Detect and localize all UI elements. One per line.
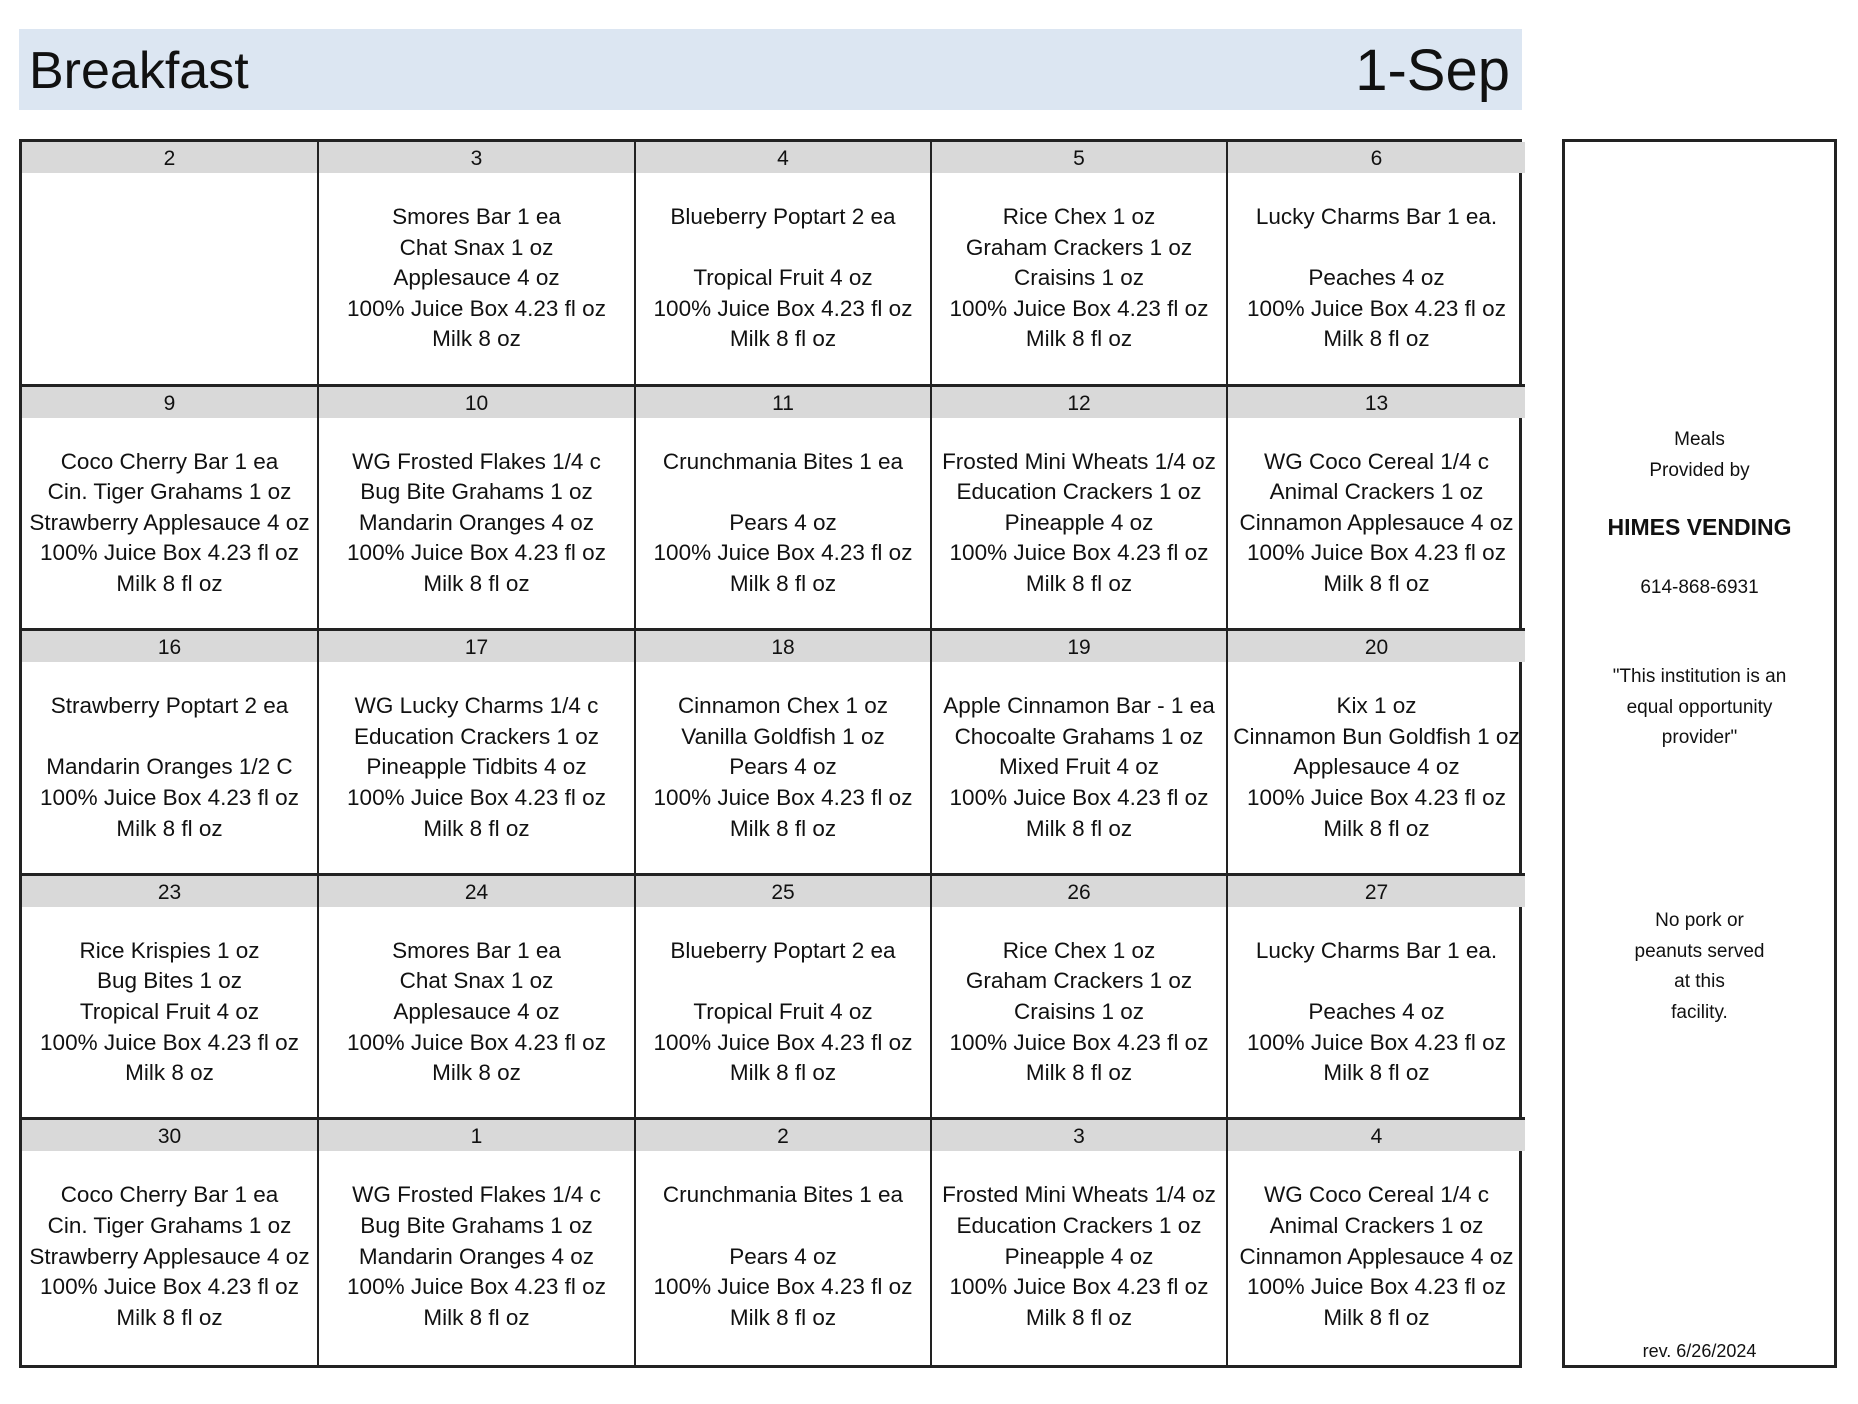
menu-item <box>22 722 317 753</box>
menu-items <box>319 173 634 355</box>
day-number: 3 <box>932 1120 1226 1151</box>
menu-item: Pineapple 4 oz <box>1004 1243 1154 1269</box>
menu-item: Milk 8 oz <box>125 1060 214 1086</box>
menu-item: Coco Cherry Bar 1 ea <box>60 1182 279 1208</box>
menu-items <box>22 1151 317 1333</box>
menu-item: Lucky Charms Bar 1 ea. <box>1255 204 1498 229</box>
menu-item: 100% Juice Box 4.23 fl oz <box>949 1274 1209 1300</box>
page-title: Breakfast <box>29 42 249 100</box>
day-number: 10 <box>319 387 634 418</box>
day-cell <box>636 387 932 632</box>
menu-item: Milk 8 fl oz <box>729 1060 837 1086</box>
menu-items <box>1228 907 1525 1089</box>
menu-item: Milk 8 fl oz <box>1323 326 1430 352</box>
menu-item: 100% Juice Box 4.23 fl oz <box>40 1029 299 1055</box>
day-number: 26 <box>932 876 1226 907</box>
day-number: 17 <box>319 631 634 662</box>
menu-item <box>1228 233 1525 264</box>
menu-item: Strawberry Applesauce 4 oz <box>29 1243 310 1269</box>
menu-item: WG Lucky Charms 1/4 c <box>354 693 599 719</box>
menu-item: 100% Juice Box 4.23 fl oz <box>347 784 606 810</box>
menu-item: Milk 8 fl oz <box>729 570 837 596</box>
menu-item: Strawberry Applesauce 4 oz <box>29 509 310 535</box>
menu-item: Applesauce 4 oz <box>393 998 560 1024</box>
day-number: 11 <box>636 387 930 418</box>
menu-item: Rice Krispies 1 oz <box>79 937 260 963</box>
menu-item: Milk 8 fl oz <box>729 1304 837 1330</box>
menu-item: 100% Juice Box 4.23 fl oz <box>653 540 913 566</box>
menu-item: Graham Crackers 1 oz <box>965 234 1193 260</box>
menu-item: Crunchmania Bites 1 ea <box>662 1182 904 1208</box>
menu-item: Bug Bite Grahams 1 oz <box>360 479 593 505</box>
menu-item: Milk 8 oz <box>432 1060 521 1086</box>
menu-item: Milk 8 fl oz <box>1025 570 1133 596</box>
day-number: 19 <box>932 631 1226 662</box>
menu-item: 100% Juice Box 4.23 fl oz <box>1247 784 1506 810</box>
menu-item: Milk 8 fl oz <box>1323 1304 1430 1330</box>
equal-opportunity-statement <box>1565 662 1834 754</box>
provider-block <box>1565 425 1834 603</box>
menu-item: Milk 8 fl oz <box>423 1304 530 1330</box>
menu-item: Mandarin Oranges 1/2 C <box>46 754 293 780</box>
day-number: 16 <box>22 631 317 662</box>
menu-item: 100% Juice Box 4.23 fl oz <box>1247 540 1506 566</box>
menu-item: Apple Cinnamon Bar - 1 ea <box>943 693 1215 719</box>
menu-item: Graham Crackers 1 oz <box>965 968 1193 994</box>
menu-item: 100% Juice Box 4.23 fl oz <box>40 784 299 810</box>
menu-items <box>22 173 317 202</box>
menu-item: Milk 8 fl oz <box>1323 570 1430 596</box>
day-cell <box>932 387 1228 632</box>
menu-item: 100% Juice Box 4.23 fl oz <box>653 295 913 321</box>
menu-item: 100% Juice Box 4.23 fl oz <box>949 784 1209 810</box>
menu-item: Pears 4 oz <box>729 754 837 780</box>
menu-item <box>1228 966 1525 997</box>
menu-items <box>636 418 930 600</box>
menu-item: Cinnamon Applesauce 4 oz <box>1239 1243 1514 1269</box>
menu-item: Tropical Fruit 4 oz <box>693 998 873 1024</box>
menu-item: Bug Bite Grahams 1 oz <box>360 1212 593 1238</box>
menu-calendar <box>19 139 1522 1368</box>
menu-item: WG Frosted Flakes 1/4 c <box>352 1182 601 1208</box>
day-cell <box>932 876 1228 1121</box>
menu-item: Milk 8 fl oz <box>1025 326 1133 352</box>
info-sidebar <box>1562 139 1837 1368</box>
day-cell <box>636 142 932 387</box>
day-number: 13 <box>1228 387 1525 418</box>
day-cell <box>319 1120 636 1365</box>
menu-items <box>932 662 1226 844</box>
menu-item: 100% Juice Box 4.23 fl oz <box>1247 1029 1506 1055</box>
day-cell <box>22 631 319 876</box>
menu-item: 100% Juice Box 4.23 fl oz <box>347 540 606 566</box>
day-cell <box>636 876 932 1121</box>
menu-item: 100% Juice Box 4.23 fl oz <box>949 295 1209 321</box>
menu-item: 100% Juice Box 4.23 fl oz <box>949 1029 1209 1055</box>
menu-item: 100% Juice Box 4.23 fl oz <box>1247 295 1506 321</box>
menu-items <box>1228 418 1525 600</box>
menu-item <box>636 477 930 508</box>
day-number: 25 <box>636 876 930 907</box>
day-number: 5 <box>932 142 1226 173</box>
menu-item: 100% Juice Box 4.23 fl oz <box>40 540 299 566</box>
day-cell <box>319 631 636 876</box>
day-number: 23 <box>22 876 317 907</box>
menu-item <box>636 966 930 997</box>
menu-item: Milk 8 fl oz <box>116 1304 223 1330</box>
menu-item: Smores Bar 1 ea <box>392 204 561 229</box>
menu-item: Peaches 4 oz <box>1308 998 1445 1024</box>
menu-item: Chat Snax 1 oz <box>399 234 554 260</box>
day-number: 4 <box>636 142 930 173</box>
menu-item: Frosted Mini Wheats 1/4 oz <box>942 1182 1216 1208</box>
menu-item: Cin. Tiger Grahams 1 oz <box>47 1212 292 1238</box>
menu-items <box>22 907 317 1089</box>
notice-line: No pork or <box>1655 910 1744 931</box>
vendor-name: HIMES VENDING <box>1607 514 1792 541</box>
menu-item: Mandarin Oranges 4 oz <box>358 509 595 535</box>
menu-item: Mandarin Oranges 4 oz <box>358 1243 595 1269</box>
day-number: 9 <box>22 387 317 418</box>
menu-item: Animal Crackers 1 oz <box>1269 1212 1484 1238</box>
menu-item: Rice Chex 1 oz <box>1002 937 1156 963</box>
menu-item: Cinnamon Applesauce 4 oz <box>1239 509 1514 535</box>
menu-item: Education Crackers 1 oz <box>956 479 1202 505</box>
menu-item: 100% Juice Box 4.23 fl oz <box>40 1274 299 1300</box>
menu-item: Cinnamon Bun Goldfish 1 oz <box>1233 723 1520 749</box>
menu-items <box>932 907 1226 1089</box>
menu-items <box>319 1151 634 1333</box>
day-number: 2 <box>636 1120 930 1151</box>
day-number: 18 <box>636 631 930 662</box>
menu-items <box>1228 662 1525 844</box>
menu-item: Kix 1 oz <box>1336 693 1417 719</box>
menu-item: Rice Chex 1 oz <box>1002 204 1156 229</box>
menu-item: Animal Crackers 1 oz <box>1269 479 1484 505</box>
menu-item: Craisins 1 oz <box>1013 265 1145 291</box>
menu-items <box>932 418 1226 600</box>
menu-item: Milk 8 fl oz <box>116 570 223 596</box>
statement-line: provider" <box>1661 727 1738 749</box>
day-cell <box>22 142 319 387</box>
day-cell <box>932 142 1228 387</box>
day-cell <box>932 1120 1228 1365</box>
vendor-phone: 614-868-6931 <box>1640 576 1759 598</box>
menu-item: 100% Juice Box 4.23 fl oz <box>653 784 913 810</box>
menu-item: Milk 8 fl oz <box>1323 815 1430 841</box>
menu-item: Milk 8 fl oz <box>1025 815 1133 841</box>
menu-item: Milk 8 fl oz <box>729 326 837 352</box>
menu-item: WG Frosted Flakes 1/4 c <box>352 448 601 474</box>
day-cell <box>636 631 932 876</box>
notice-line: at this <box>1674 971 1725 993</box>
menu-item: Bug Bites 1 oz <box>96 968 243 994</box>
menu-item: Milk 8 fl oz <box>1025 1304 1133 1330</box>
menu-items <box>636 173 930 355</box>
menu-item: Education Crackers 1 oz <box>956 1212 1202 1238</box>
menu-item: Coco Cherry Bar 1 ea <box>60 448 279 474</box>
menu-item: Blueberry Poptart 2 ea <box>670 937 896 963</box>
day-number: 20 <box>1228 631 1525 662</box>
title-bar <box>19 29 1522 110</box>
menu-item: Pineapple 4 oz <box>1004 509 1154 535</box>
day-cell <box>1228 1120 1525 1365</box>
menu-item: 100% Juice Box 4.23 fl oz <box>949 540 1209 566</box>
menu-item: WG Coco Cereal 1/4 c <box>1263 1182 1490 1208</box>
menu-item: Milk 8 fl oz <box>1025 1060 1133 1086</box>
meals-label: Meals <box>1674 429 1725 450</box>
menu-item: Milk 8 fl oz <box>116 815 223 841</box>
menu-item: Crunchmania Bites 1 ea <box>662 448 904 474</box>
menu-item: Craisins 1 oz <box>1013 998 1145 1024</box>
day-number: 1 <box>319 1120 634 1151</box>
day-number: 4 <box>1228 1120 1525 1151</box>
menu-item: Lucky Charms Bar 1 ea. <box>1255 937 1498 963</box>
menu-item: Pears 4 oz <box>729 1243 837 1269</box>
menu-item: Pineapple Tidbits 4 oz <box>366 754 587 780</box>
menu-item: Milk 8 oz <box>432 326 521 352</box>
day-cell <box>319 142 636 387</box>
menu-items <box>22 418 317 600</box>
menu-items <box>1228 173 1525 355</box>
menu-item: 100% Juice Box 4.23 fl oz <box>347 295 606 321</box>
menu-item: Milk 8 fl oz <box>423 570 530 596</box>
menu-item: Mixed Fruit 4 oz <box>998 754 1160 780</box>
menu-items <box>636 662 930 844</box>
menu-items <box>636 907 930 1089</box>
day-number: 30 <box>22 1120 317 1151</box>
menu-item <box>636 233 930 264</box>
day-cell <box>319 876 636 1121</box>
menu-items <box>319 418 634 600</box>
menu-item: WG Coco Cereal 1/4 c <box>1263 448 1490 474</box>
day-cell <box>1228 876 1525 1121</box>
month-label: 1-Sep <box>1355 38 1510 103</box>
day-cell <box>1228 631 1525 876</box>
menu-item: Applesauce 4 oz <box>1293 754 1460 780</box>
statement-line: "This institution is an <box>1612 666 1787 687</box>
menu-item: Education Crackers 1 oz <box>353 723 600 749</box>
day-number: 24 <box>319 876 634 907</box>
menu-items <box>636 1151 930 1333</box>
provided-by-label: Provided by <box>1649 459 1750 481</box>
menu-item: Milk 8 fl oz <box>1323 1060 1430 1086</box>
allergen-notice <box>1565 906 1834 1028</box>
menu-items <box>319 907 634 1089</box>
day-number: 3 <box>319 142 634 173</box>
revision-date: rev. 6/26/2024 <box>1642 1341 1757 1361</box>
day-cell <box>1228 142 1525 387</box>
menu-item: Tropical Fruit 4 oz <box>693 265 873 291</box>
menu-item: Milk 8 fl oz <box>423 815 530 841</box>
menu-item: Milk 8 fl oz <box>729 815 837 841</box>
notice-line: peanuts served <box>1634 940 1765 962</box>
day-cell <box>1228 387 1525 632</box>
day-cell <box>636 1120 932 1365</box>
menu-item: Vanilla Goldfish 1 oz <box>681 723 885 749</box>
menu-item: Strawberry Poptart 2 ea <box>50 693 289 719</box>
day-cell <box>319 387 636 632</box>
menu-item: Applesauce 4 oz <box>393 265 560 291</box>
menu-item: Blueberry Poptart 2 ea <box>670 204 896 229</box>
notice-line: facility. <box>1671 1001 1728 1023</box>
day-cell <box>932 631 1228 876</box>
menu-item: Cinnamon Chex 1 oz <box>677 693 889 719</box>
menu-item <box>636 1211 930 1242</box>
menu-items <box>319 662 634 844</box>
menu-item: Chocoalte Grahams 1 oz <box>954 723 1204 749</box>
menu-item: Chat Snax 1 oz <box>399 968 554 994</box>
day-number: 6 <box>1228 142 1525 173</box>
day-number: 12 <box>932 387 1226 418</box>
menu-items <box>932 173 1226 355</box>
menu-item: Peaches 4 oz <box>1308 265 1445 291</box>
menu-item: 100% Juice Box 4.23 fl oz <box>347 1029 606 1055</box>
menu-items <box>932 1151 1226 1333</box>
menu-item: Pears 4 oz <box>729 509 837 535</box>
day-number: 27 <box>1228 876 1525 907</box>
menu-item: Cin. Tiger Grahams 1 oz <box>47 479 292 505</box>
day-number: 2 <box>22 142 317 173</box>
menu-item: 100% Juice Box 4.23 fl oz <box>347 1274 606 1300</box>
day-cell <box>22 387 319 632</box>
day-cell <box>22 1120 319 1365</box>
menu-item: Frosted Mini Wheats 1/4 oz <box>942 448 1216 474</box>
menu-items <box>1228 1151 1525 1333</box>
statement-line: equal opportunity <box>1626 696 1773 718</box>
menu-item: Tropical Fruit 4 oz <box>79 998 260 1024</box>
menu-item: 100% Juice Box 4.23 fl oz <box>653 1029 913 1055</box>
day-cell <box>22 876 319 1121</box>
menu-item: 100% Juice Box 4.23 fl oz <box>653 1274 913 1300</box>
menu-item: 100% Juice Box 4.23 fl oz <box>1247 1274 1506 1300</box>
menu-items <box>22 662 317 844</box>
menu-item: Smores Bar 1 ea <box>392 937 561 963</box>
